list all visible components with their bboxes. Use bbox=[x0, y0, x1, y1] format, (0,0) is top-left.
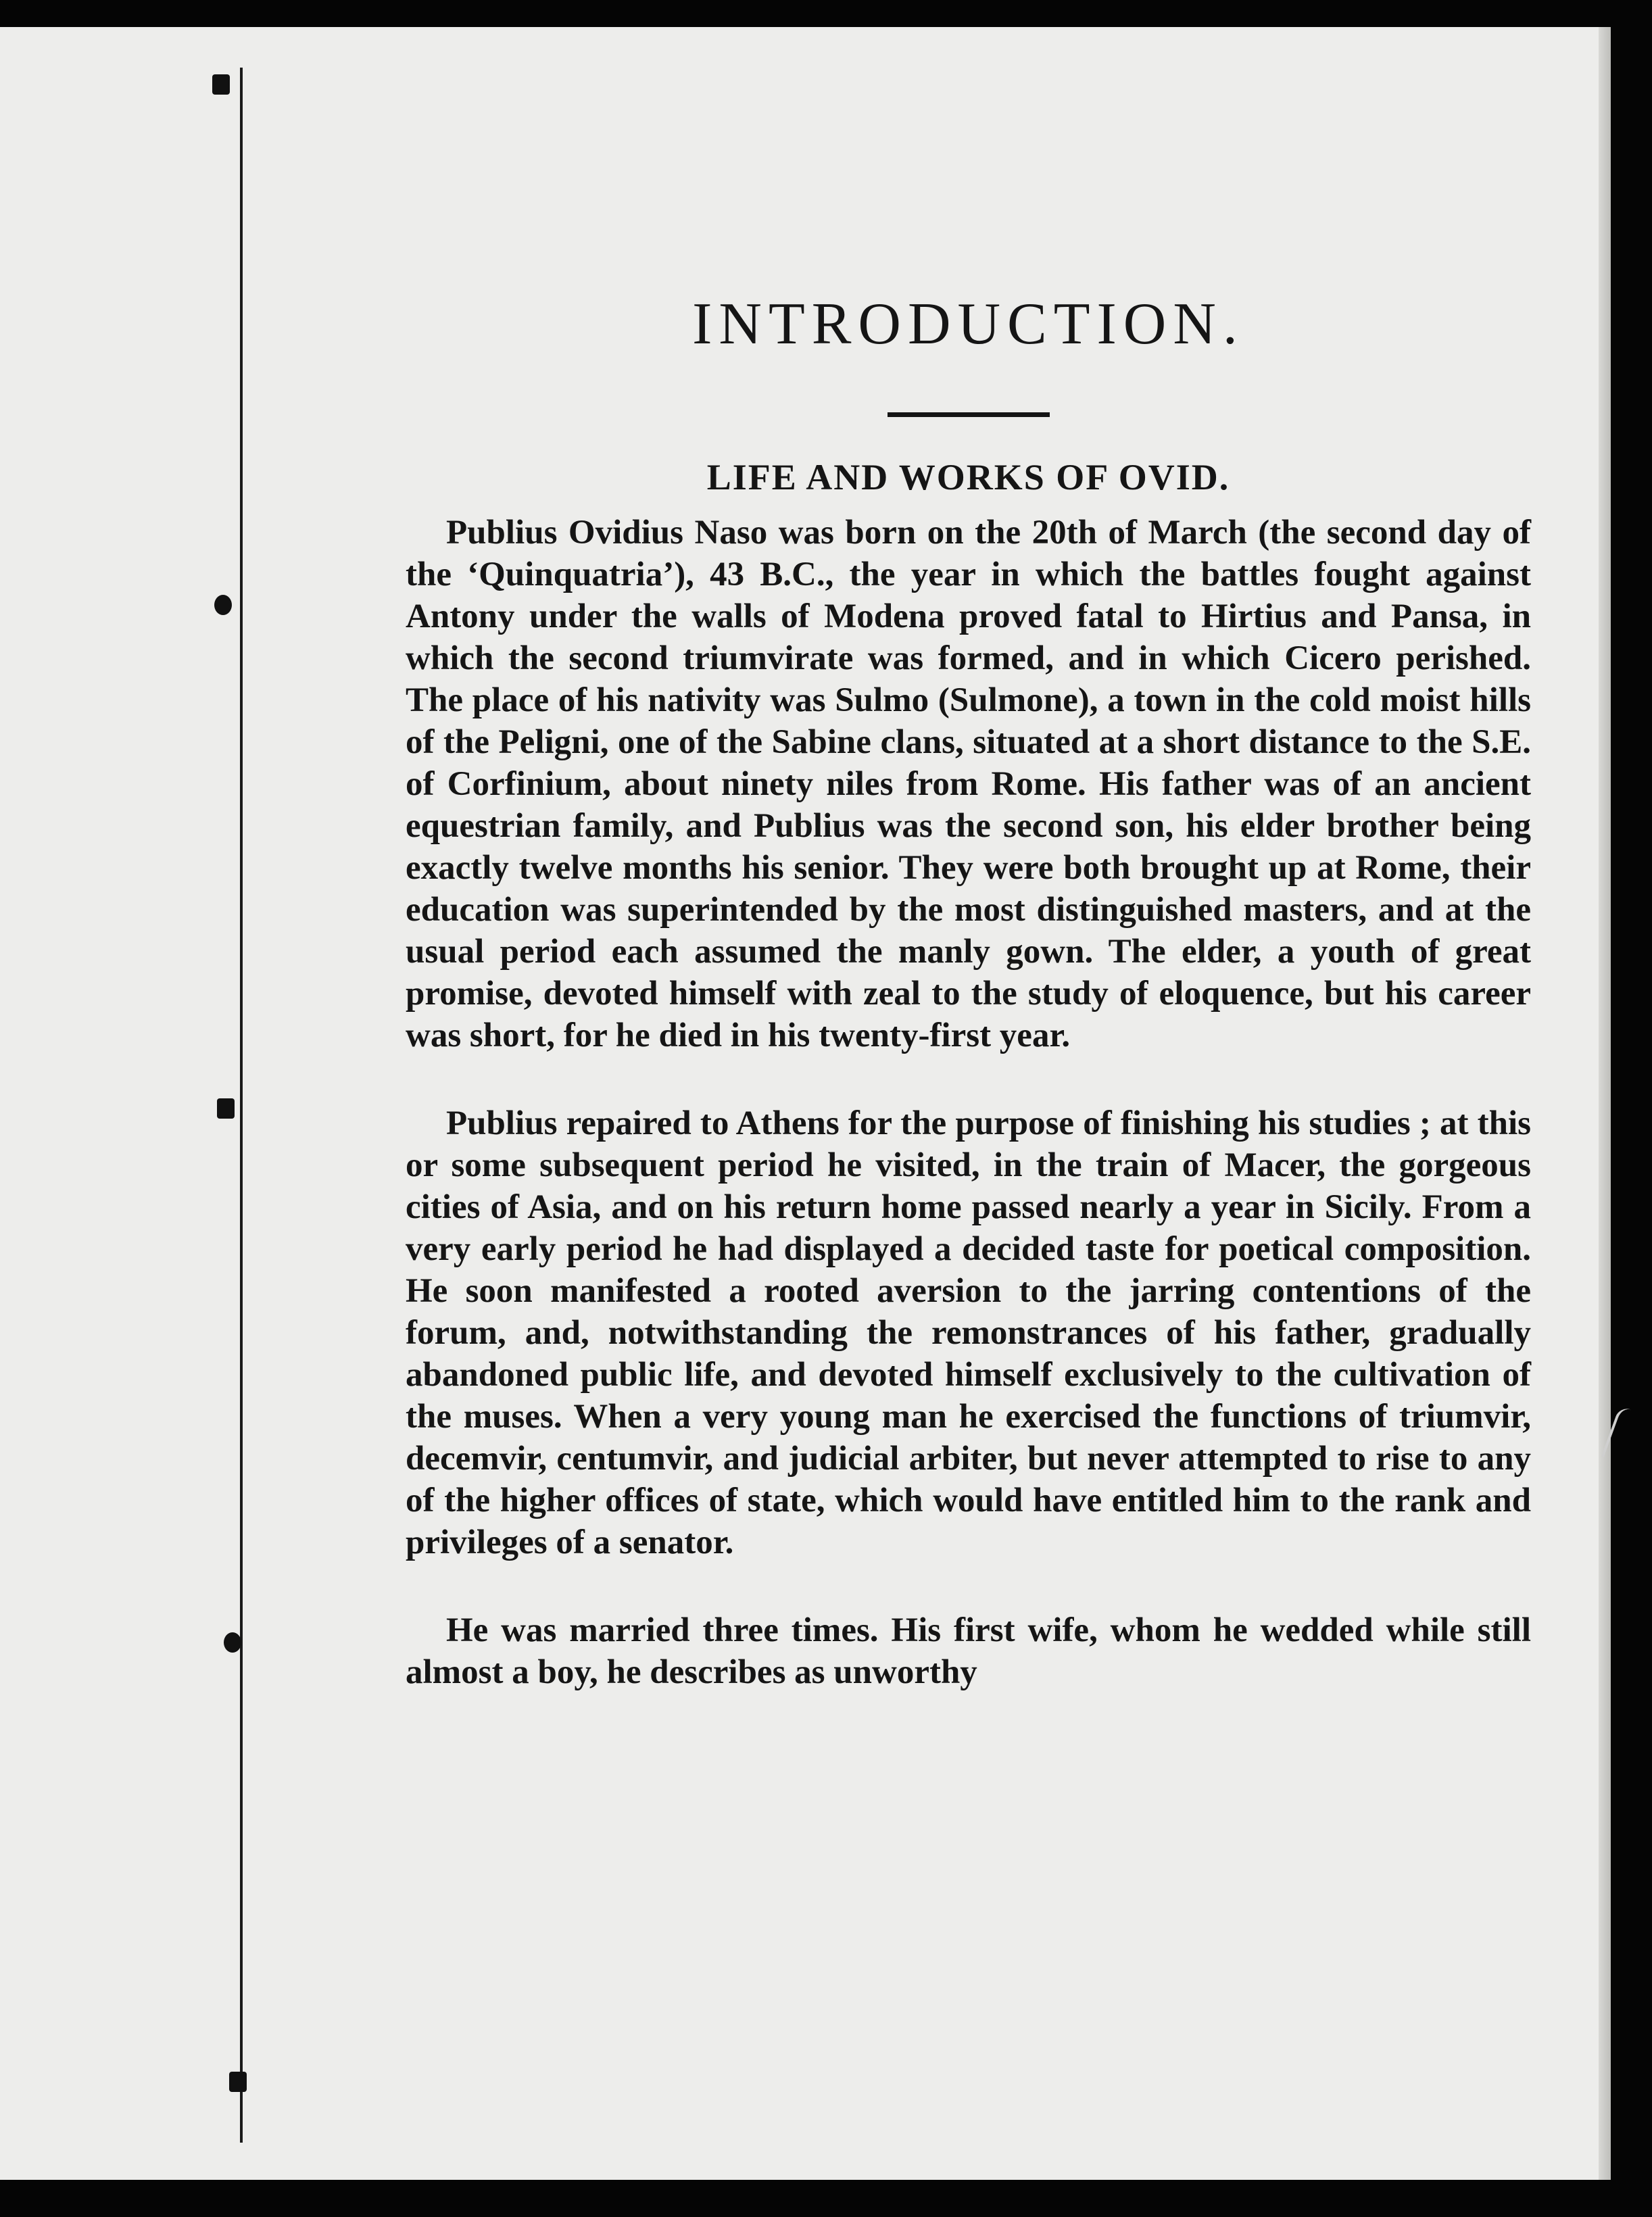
binding-stitch bbox=[217, 1098, 235, 1119]
binding-stitch bbox=[214, 595, 232, 615]
title-rule bbox=[888, 412, 1050, 417]
paragraph: Publius repaired to Athens for the purpose of finishing his studies ; at this or some subsequent period he visited, in the train of Macer, the gorgeous cities of Asia, and on his return home passed nearly a year in Sicily. From a very early period he had displayed a decided taste for poetical composition. He soon manifested a rooted aversion to the jarring contentions of the forum, and, notwithstanding the remonstrances of his father, gradually abandoned public life, and devoted himself exclusively to the cultivation of the muses. When a very young man he exercised the functions of triumvir, decemvir, centumvir, and judicial arbiter, but never attempted to rise to any of the higher offices of state, which would have entitled him to the rank and privileges of a senator. bbox=[406, 1104, 1531, 1561]
paragraph: He was married three times. His first wife, whom he wedded while still almost a boy, he describes as unworthy bbox=[406, 1611, 1531, 1691]
binding-stitch bbox=[224, 1632, 241, 1653]
binding-thread bbox=[240, 68, 243, 2143]
paragraph: Publius Ovidius Naso was born on the 20th of March (the second day of the ‘Quinquatria’), 43 B.C., the year in which the battles fought against Antony under the walls of Modena proved fatal to Hirtius and Pansa, in which the second triumvirate was formed, and in which Cicero perished. The place of his nativity was Sulmo (Sulmone), a town in the cold moist hills of the Peligni, one of the Sabine clans, situated at a short distance to the S.E. of Corfinium, about ninety niles from Rome. His father was of an ancient equestrian family, and Publius was the second son, his elder brother being exactly twelve months his senior. They were both brought up at Rome, their education was superintended by the most distinguished masters, and at the usual period each assumed the manly gown. The elder, a youth of great promise, devoted himself with zeal to the study of eloquence, but his career was short, for he died in his twenty-first year. bbox=[406, 514, 1531, 1054]
section-heading: LIFE AND WORKS OF OVID. bbox=[706, 457, 1230, 497]
page-text bbox=[406, 291, 1531, 1693]
binding-stitch bbox=[229, 2072, 247, 2092]
page-edge bbox=[1599, 27, 1611, 2180]
binding-stitch bbox=[212, 74, 230, 95]
page-title: INTRODUCTION. bbox=[692, 291, 1244, 357]
